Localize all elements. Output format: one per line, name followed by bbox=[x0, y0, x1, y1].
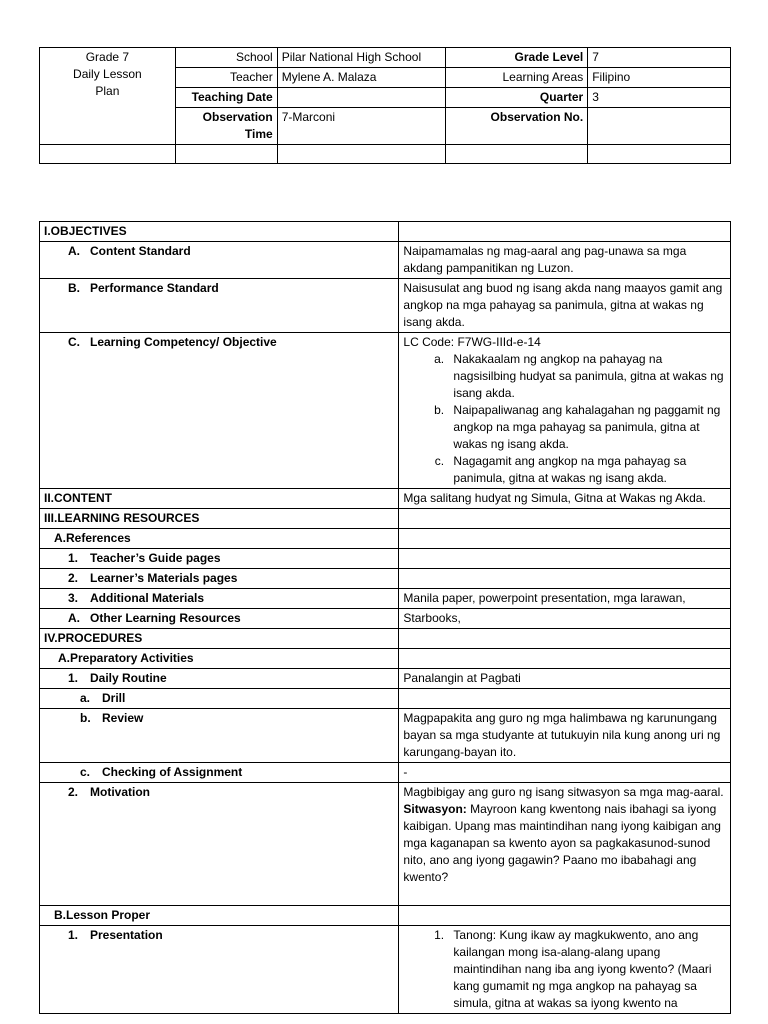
daily-routine-label: 1. Daily Routine bbox=[40, 669, 399, 689]
table-row bbox=[40, 609, 731, 629]
observation-no-value bbox=[588, 108, 731, 145]
teaching-date-label: Teaching Date bbox=[175, 88, 277, 108]
school-value: Pilar National High School bbox=[277, 48, 446, 68]
learning-areas-label: Learning Areas bbox=[446, 68, 588, 88]
table-row bbox=[40, 509, 731, 529]
list-item: c. Nagagamit ang angkop na mga pahayag sa panimula, gitna at wakas ng isang akda. bbox=[447, 453, 726, 487]
presentation-value bbox=[399, 926, 731, 1014]
checking-label: c. Checking of Assignment bbox=[40, 763, 399, 783]
learning-resources-heading: III.LEARNING RESOURCES bbox=[40, 509, 399, 529]
drill-label: a. Drill bbox=[40, 689, 399, 709]
table-row bbox=[40, 926, 731, 1014]
list-item: b. Naipapaliwanag ang kahalagahan ng paggamit ng angkop na mga pahayag sa panimula, gitna at wakas ng isang akda. bbox=[447, 402, 726, 453]
table-row bbox=[40, 763, 731, 783]
competency-value bbox=[399, 333, 731, 489]
teacher-label: Teacher bbox=[175, 68, 277, 88]
header-table bbox=[39, 47, 731, 164]
table-row bbox=[40, 569, 731, 589]
table-row bbox=[40, 222, 731, 242]
quarter-label: Quarter bbox=[446, 88, 588, 108]
motivation-value: Magbibigay ang guro ng isang sitwasyon sa mga mag-aaral. Sitwasyon: Mayroon kang kwentong nais ibahagi sa iyong kaibigan. Upang mas maintindihan nang iyong kaibigan ang mga kaganapan sa kwento ayon sa pagkakasunod-sunod nito, ano ang iyong gagawin? Paano mo ibabahagi ang kwento? bbox=[399, 783, 731, 906]
additional-materials-label: 3. Additional Materials bbox=[40, 589, 399, 609]
teaching-date-value bbox=[277, 88, 446, 108]
table-row bbox=[40, 649, 731, 669]
competency-label: C. Learning Competency/ Objective bbox=[40, 333, 399, 489]
teachers-guide-label: 1. Teacher’s Guide pages bbox=[40, 549, 399, 569]
quarter-value: 3 bbox=[588, 88, 731, 108]
header-empty-cell bbox=[588, 145, 731, 164]
table-row bbox=[40, 489, 731, 509]
table-row bbox=[40, 906, 731, 926]
references-heading: A.References bbox=[40, 529, 399, 549]
review-label: b. Review bbox=[40, 709, 399, 763]
table-row bbox=[40, 529, 731, 549]
dlp-title: Grade 7 Daily Lesson Plan bbox=[40, 48, 176, 145]
table-row bbox=[40, 669, 731, 689]
performance-standard-value: Naisusulat ang buod ng isang akda nang maayos gamit ang angkop na mga pahayag sa panimula, gitna at wakas ng isang akda. bbox=[399, 279, 731, 333]
table-row bbox=[40, 589, 731, 609]
list-item: a. Nakakaalam ng angkop na pahayag na nagsisilbing hudyat sa panimula, gitna at wakas ng isang akda. bbox=[447, 351, 726, 402]
observation-time-value: 7-Marconi bbox=[277, 108, 446, 145]
list-item: 1. Tanong: Kung ikaw ay magkukwento, ano ang kailangan mong isa-alang-alang upang maintindihan nang iba ang iyong kwento? (Maari kang gumamit ng mga angkop na pahayag sa simula, gitna at wakas sa iyong kwento na bbox=[447, 927, 726, 1012]
additional-materials-value: Manila paper, powerpoint presentation, mga larawan, bbox=[399, 589, 731, 609]
observation-no-label: Observation No. bbox=[446, 108, 588, 145]
content-standard-value: Naipamamalas ng mag-aaral ang pag-unawa sa mga akdang pampanitikan ng Luzon. bbox=[399, 242, 731, 279]
learning-areas-value: Filipino bbox=[588, 68, 731, 88]
learners-materials-label: 2. Learner’s Materials pages bbox=[40, 569, 399, 589]
lesson-plan-table bbox=[39, 221, 731, 1014]
table-row bbox=[40, 333, 731, 489]
procedures-heading: IV.PROCEDURES bbox=[40, 629, 399, 649]
other-resources-label: A. Other Learning Resources bbox=[40, 609, 399, 629]
other-resources-value: Starbooks, bbox=[399, 609, 731, 629]
content-standard-label: A. Content Standard bbox=[40, 242, 399, 279]
daily-routine-value: Panalangin at Pagbati bbox=[399, 669, 731, 689]
objective-list bbox=[403, 351, 726, 487]
table-row bbox=[40, 629, 731, 649]
table-row bbox=[40, 709, 731, 763]
header-empty-cell bbox=[446, 145, 588, 164]
table-row bbox=[40, 242, 731, 279]
presentation-label: 1. Presentation bbox=[40, 926, 399, 1014]
teacher-value: Mylene A. Malaza bbox=[277, 68, 446, 88]
grade-level-value: 7 bbox=[588, 48, 731, 68]
review-value: Magpapakita ang guro ng mga halimbawa ng karunungang bayan sa mga studyante at tutukuyin nila kung anong uri ng karungang-bayan ito. bbox=[399, 709, 731, 763]
preparatory-heading: A.Preparatory Activities bbox=[40, 649, 399, 669]
table-row bbox=[40, 279, 731, 333]
objectives-heading: I.OBJECTIVES bbox=[40, 222, 399, 242]
lc-code: LC Code: F7WG-IIId-e-14 bbox=[403, 335, 541, 349]
presentation-list bbox=[403, 927, 726, 1012]
header-empty-cell bbox=[277, 145, 446, 164]
motivation-label: 2. Motivation bbox=[40, 783, 399, 906]
school-label: School bbox=[175, 48, 277, 68]
table-row bbox=[40, 783, 731, 906]
lesson-proper-heading: B.Lesson Proper bbox=[40, 906, 399, 926]
header-empty-cell bbox=[175, 145, 277, 164]
table-row bbox=[40, 689, 731, 709]
content-value: Mga salitang hudyat ng Simula, Gitna at Wakas ng Akda. bbox=[399, 489, 731, 509]
content-heading: II.CONTENT bbox=[40, 489, 399, 509]
table-row bbox=[40, 549, 731, 569]
header-empty-cell bbox=[40, 145, 176, 164]
grade-level-label: Grade Level bbox=[446, 48, 588, 68]
observation-time-label: Observation Time bbox=[175, 108, 277, 145]
performance-standard-label: B. Performance Standard bbox=[40, 279, 399, 333]
checking-value: - bbox=[399, 763, 731, 783]
